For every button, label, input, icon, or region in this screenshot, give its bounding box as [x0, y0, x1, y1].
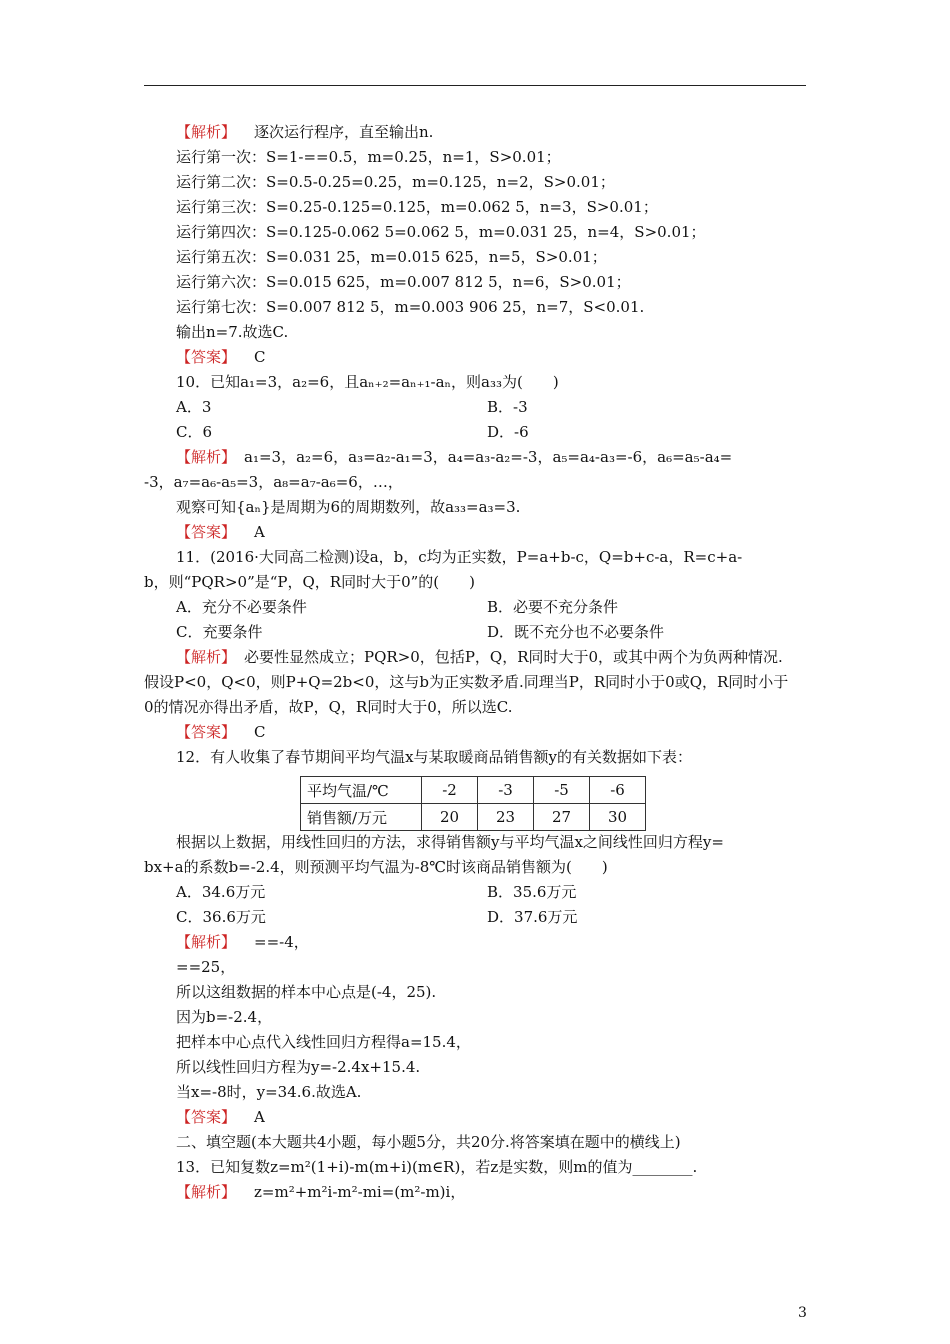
line-text: 当x=-8时，y=34.6.故选A. — [176, 1083, 362, 1101]
option-right: B．35.6万元 — [487, 883, 577, 901]
line-text: a₁=3，a₂=6，a₃=a₂-a₁=3，a₄=a₃-a₂=-3，a₅=a₄-a₃=-6，a₆=a₅-a₄= — [244, 448, 733, 466]
text-line — [176, 1032, 471, 1052]
line-text: 根据以上数据，用线性回归的方法，求得销售额y与平均气温x之间线性回归方程y= — [176, 833, 724, 851]
table-cell: -2 — [422, 777, 478, 804]
line-text: C．充要条件 — [176, 623, 263, 641]
text-line — [176, 1057, 420, 1077]
line-text: C — [254, 723, 266, 741]
table-cell: -6 — [590, 777, 646, 804]
text-line — [176, 832, 724, 852]
section-tag: 【解析】 — [176, 1183, 237, 1201]
text-line — [144, 672, 788, 692]
option-right: D．-6 — [487, 423, 529, 441]
line-text: 输出n=7.故选C. — [176, 323, 289, 341]
line-text: 因为b=-2.4， — [176, 1008, 273, 1026]
line-text: C．36.6万元 — [176, 908, 266, 926]
line-text: -3，a₇=a₆-a₅=3，a₈=a₇-a₆=6，…， — [144, 473, 403, 491]
line-text: 运行第三次：S=0.25-0.125=0.125，m=0.062 5，n=3，S>0.01； — [176, 198, 658, 216]
line-text: 运行第一次：S=1-==0.5，m=0.25，n=1，S>0.01； — [176, 148, 561, 166]
section-tag: 【解析】 — [176, 933, 237, 951]
text-line — [176, 932, 309, 952]
table-cell: 23 — [478, 804, 534, 831]
line-text: 12．有人收集了春节期间平均气温x与某取暖商品销售额y的有关数据如下表： — [176, 748, 693, 766]
text-line — [176, 907, 266, 927]
table-cell: 20 — [422, 804, 478, 831]
text-line — [176, 722, 266, 742]
line-text: 二、填空题(本大题共4小题，每小题5分，共20分.将答案填在题中的横线上) — [176, 1133, 681, 1151]
text-line — [176, 347, 266, 367]
text-line — [176, 247, 607, 267]
text-line — [176, 1007, 272, 1027]
line-text: z=m²+m²i-m²-mi=(m²-m)i， — [254, 1183, 466, 1201]
line-text: 所以这组数据的样本中心点是(-4，25). — [176, 983, 437, 1001]
text-line — [176, 397, 211, 417]
text-line — [176, 1157, 697, 1177]
text-line — [176, 747, 692, 767]
table-row — [301, 777, 646, 804]
line-text: A．3 — [176, 398, 212, 416]
line-text: 假设P<0，Q<0，则P+Q=2b<0，这与b为正实数矛盾.同理当P，R同时小于0或Q，R同时小于 — [144, 673, 789, 691]
section-tag: 【答案】 — [176, 523, 237, 541]
section-tag: 【解析】 — [176, 123, 237, 141]
data-table — [300, 776, 646, 831]
text-line — [176, 147, 561, 167]
header-rule — [144, 85, 806, 86]
text-line — [144, 857, 608, 877]
line-text: 11．(2016·大同高二检测)设a，b，c均为正实数，P=a+b-c，Q=b+c-a，R=c+a- — [176, 548, 743, 566]
line-text: bx+a的系数b=-2.4，则预测平均气温为-8℃时该商品销售额为( ) — [144, 858, 608, 876]
text-line — [176, 297, 644, 317]
text-line — [176, 272, 631, 292]
line-text: 10．已知a₁=3，a₂=6，且aₙ₊₂=aₙ₊₁-aₙ，则a₃₃为( ) — [176, 373, 559, 391]
text-line — [176, 1132, 681, 1152]
line-text: 把样本中心点代入线性回归方程得a=15.4， — [176, 1033, 471, 1051]
line-text: 逐次运行程序，直至输出n. — [254, 123, 434, 141]
section-tag: 【解析】 — [176, 448, 237, 466]
section-tag: 【解析】 — [176, 648, 237, 666]
line-text: 运行第四次：S=0.125-0.062 5=0.062 5，m=0.031 25，n=4，S>0.01； — [176, 223, 706, 241]
option-right: B．必要不充分条件 — [487, 598, 619, 616]
option-right: B．-3 — [487, 398, 528, 416]
text-line — [176, 1082, 361, 1102]
line-text: A — [254, 523, 265, 541]
text-line — [176, 522, 265, 542]
text-line — [176, 447, 732, 467]
text-line — [176, 957, 235, 977]
text-line — [176, 647, 783, 667]
text-line — [176, 547, 742, 567]
page-number: 3 — [798, 1305, 807, 1321]
line-text: 观察可知{aₙ}是周期为6的周期数列，故a₃₃=a₃=3. — [176, 498, 521, 516]
line-text: C — [254, 348, 266, 366]
table-cell: -3 — [478, 777, 534, 804]
table-cell: 30 — [590, 804, 646, 831]
line-text: 运行第二次：S=0.5-0.25=0.25，m=0.125，n=2，S>0.01； — [176, 173, 615, 191]
text-line — [176, 982, 436, 1002]
line-text: 运行第五次：S=0.031 25，m=0.015 625，n=5，S>0.01； — [176, 248, 607, 266]
table-cell: 销售额/万元 — [301, 804, 422, 831]
text-line — [144, 572, 475, 592]
line-text: ==25， — [176, 958, 236, 976]
line-text: ==-4， — [254, 933, 309, 951]
line-text: 13．已知复数z=m²(1+i)-m(m+i)(m∈R)，若z是实数，则m的值为________. — [176, 1158, 698, 1176]
table-cell: 平均气温/℃ — [301, 777, 422, 804]
line-text: 0的情况亦得出矛盾，故P，Q，R同时大于0，所以选C. — [144, 698, 513, 716]
text-line — [176, 597, 307, 617]
line-text: A — [254, 1108, 265, 1126]
text-line — [176, 322, 288, 342]
line-text: 所以线性回归方程为y=-2.4x+15.4. — [176, 1058, 421, 1076]
text-line — [176, 1182, 465, 1202]
text-line — [176, 622, 262, 642]
line-text: b，则“PQR>0”是“P，Q，R同时大于0”的( ) — [144, 573, 476, 591]
text-line — [176, 197, 658, 217]
line-text: A．34.6万元 — [176, 883, 266, 901]
text-line — [176, 497, 520, 517]
text-line — [144, 697, 512, 717]
text-line — [176, 172, 615, 192]
table-cell: -5 — [534, 777, 590, 804]
section-tag: 【答案】 — [176, 723, 237, 741]
line-text: 运行第七次：S=0.007 812 5，m=0.003 906 25，n=7，S<0.01. — [176, 298, 645, 316]
option-right: D．既不充分也不必要条件 — [487, 623, 665, 641]
text-line — [176, 882, 265, 902]
section-tag: 【答案】 — [176, 1108, 237, 1126]
text-line — [176, 222, 706, 242]
text-line — [144, 472, 403, 492]
line-text: 必要性显然成立；PQR>0，包括P，Q，R同时大于0，或其中两个为负两种情况. — [244, 648, 783, 666]
option-right: D．37.6万元 — [487, 908, 578, 926]
table-row — [301, 804, 646, 831]
table-cell: 27 — [534, 804, 590, 831]
text-line — [176, 372, 559, 392]
line-text: A．充分不必要条件 — [176, 598, 307, 616]
text-line — [176, 122, 433, 142]
line-text: C．6 — [176, 423, 213, 441]
section-tag: 【答案】 — [176, 348, 237, 366]
text-line — [176, 422, 212, 442]
line-text: 运行第六次：S=0.015 625，m=0.007 812 5，n=6，S>0.01； — [176, 273, 631, 291]
text-line — [176, 1107, 265, 1127]
